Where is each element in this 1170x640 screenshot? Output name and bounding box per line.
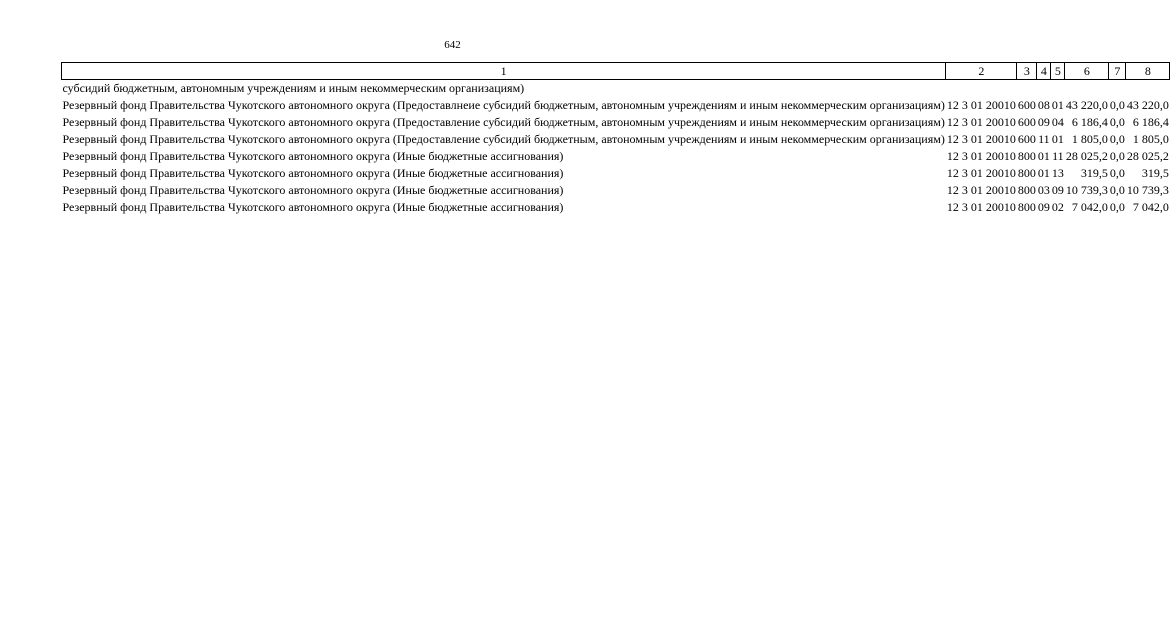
row-col-8 <box>1126 80 1170 98</box>
row-name: Резервный фонд Правительства Чукотского автономного округа (Иные бюджетные ассигнования) <box>62 183 564 197</box>
row-col-4: 08 <box>1037 98 1050 112</box>
header-col-8: 8 <box>1126 63 1170 80</box>
row-col-5: 13 <box>1051 166 1064 180</box>
row-col-8: 10 739,3 <box>1126 183 1169 197</box>
row-col-5: 01 <box>1051 132 1064 146</box>
row-col-7: 0,0 <box>1109 200 1125 214</box>
row-col-4 <box>1037 80 1051 98</box>
row-col-6: 28 025,2 <box>1065 149 1108 163</box>
table-row <box>62 148 1170 165</box>
header-col-6: 6 <box>1065 63 1109 80</box>
header-col-1: 1 <box>62 63 946 80</box>
table-row <box>62 80 1170 98</box>
budget-table <box>61 62 1170 216</box>
row-code: 12 3 01 20010 <box>946 166 1016 180</box>
row-code: 12 3 01 20010 <box>946 200 1016 214</box>
page-number: 642 <box>444 39 461 51</box>
row-name: Резервный фонд Правительства Чукотского автономного округа (Иные бюджетные ассигнования) <box>62 166 564 180</box>
row-col-4: 03 <box>1037 183 1050 197</box>
row-col-4: 01 <box>1037 166 1050 180</box>
row-col-7: 0,0 <box>1109 149 1125 163</box>
row-col-7 <box>1109 80 1126 98</box>
row-col-5: 04 <box>1051 115 1064 129</box>
row-col-6: 10 739,3 <box>1065 183 1108 197</box>
row-col-3 <box>1017 80 1037 98</box>
row-name: Резервный фонд Правительства Чукотского автономного округа (Иные бюджетные ассигнования) <box>62 200 564 214</box>
row-name: Резервный фонд Правительства Чукотского автономного округа (Предоставлнеие субсидий бюджетным, автономным учреждениям и иным некоммерческим организациям) <box>62 98 945 112</box>
row-col-7: 0,0 <box>1109 183 1125 197</box>
header-col-2: 2 <box>946 63 1017 80</box>
row-col-7: 0,0 <box>1109 115 1125 129</box>
row-col-6: 43 220,0 <box>1065 98 1108 112</box>
row-col-8: 6 186,4 <box>1132 115 1169 129</box>
row-col-8: 28 025,2 <box>1126 149 1169 163</box>
row-code: 12 3 01 20010 <box>946 132 1016 146</box>
row-col-5: 01 <box>1051 98 1064 112</box>
row-code: 12 3 01 20010 <box>946 149 1016 163</box>
table-row <box>62 97 1170 114</box>
row-name: Резервный фонд Правительства Чукотского автономного округа (Предоставление субсидий бюджетным, автономным учреждениям и иным некоммерческим организациям) <box>62 132 945 146</box>
row-col-8: 319,5 <box>1141 166 1169 180</box>
row-col-4: 01 <box>1037 149 1050 163</box>
row-col-6 <box>1065 80 1109 98</box>
row-col-4: 09 <box>1037 115 1050 129</box>
row-col-7: 0,0 <box>1109 132 1125 146</box>
row-col-3: 600 <box>1017 132 1036 146</box>
table-body <box>62 80 1170 217</box>
row-col-8: 7 042,0 <box>1132 200 1169 214</box>
table-row <box>62 165 1170 182</box>
row-code: 12 3 01 20010 <box>946 98 1016 112</box>
row-col-3: 800 <box>1017 183 1036 197</box>
header-col-3: 3 <box>1017 63 1037 80</box>
row-col-4: 11 <box>1038 132 1050 146</box>
row-col-6: 1 805,0 <box>1071 132 1108 146</box>
row-name: Резервный фонд Правительства Чукотского автономного округа (Иные бюджетные ассигнования) <box>62 149 564 163</box>
row-name: субсидий бюджетным, автономным учреждениям и иным некоммерческим организациям) <box>62 81 525 95</box>
row-col-6: 319,5 <box>1080 166 1108 180</box>
row-col-6: 7 042,0 <box>1071 200 1108 214</box>
table-row <box>62 114 1170 131</box>
row-col-3: 800 <box>1017 149 1036 163</box>
row-col-8: 43 220,0 <box>1126 98 1169 112</box>
row-code: 12 3 01 20010 <box>946 115 1016 129</box>
row-col-5 <box>1051 80 1065 98</box>
header-row <box>62 63 1170 80</box>
row-col-5: 11 <box>1052 149 1064 163</box>
row-code: 12 3 01 20010 <box>946 183 1016 197</box>
row-col-7: 0,0 <box>1109 166 1125 180</box>
row-col-3: 600 <box>1017 98 1036 112</box>
row-col-4: 09 <box>1037 200 1050 214</box>
row-col-7: 0,0 <box>1109 98 1125 112</box>
row-col-3: 800 <box>1017 166 1036 180</box>
row-name: Резервный фонд Правительства Чукотского автономного округа (Предоставление субсидий бюджетным, автономным учреждениям и иным некоммерческим организациям) <box>62 115 945 129</box>
header-col-4: 4 <box>1037 63 1051 80</box>
header-col-7: 7 <box>1109 63 1126 80</box>
table-row <box>62 199 1170 216</box>
table-row <box>62 182 1170 199</box>
row-col-5: 02 <box>1051 200 1064 214</box>
header-col-5: 5 <box>1051 63 1065 80</box>
row-col-3: 800 <box>1017 200 1036 214</box>
row-col-8: 1 805,0 <box>1132 132 1169 146</box>
row-col-5: 09 <box>1051 183 1064 197</box>
table-row <box>62 131 1170 148</box>
row-col-3: 600 <box>1017 115 1036 129</box>
row-col-6: 6 186,4 <box>1071 115 1108 129</box>
table-header <box>62 63 1170 80</box>
row-code <box>946 80 1017 98</box>
